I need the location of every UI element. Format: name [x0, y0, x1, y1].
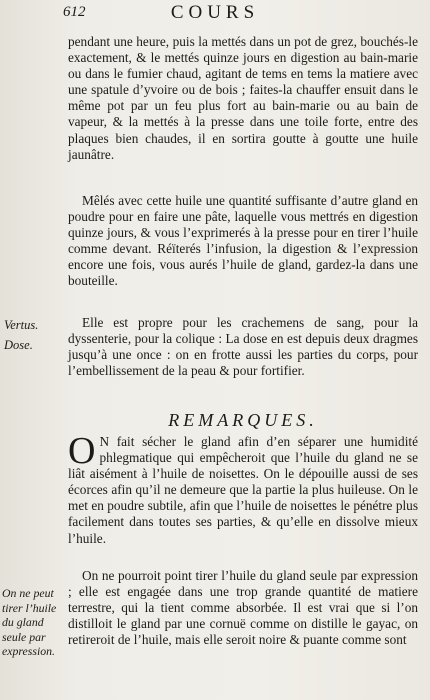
page-header — [0, 2, 430, 32]
drop-cap: O — [68, 430, 96, 472]
margin-note-expression: On ne peut tirer l’huile du gland seule par expression. — [2, 586, 57, 659]
paragraph-text: pendant une heure, puis la mettés dans un pot de grez, bouchés-le exactement, & le mettés quinze jours en digestion au bain-marie ou dans le fumier chaud, agitant de tems en tems la matiere avec une spatule d’yvoire ou de bois ; faites-la chauffer ensuit dans le même pot par un feu plus fort au bain-marie ou au bain de vapeur, & la mettés à la presse dans une toile forte, entre des plaques bien chaudes, il en sortira goutte à goutte une huile jaunâtre. — [68, 34, 418, 162]
page-number: 612 — [63, 4, 86, 20]
paragraph-text: N fait sécher le gland afin d’en séparer une humidité phlegmatique qui empêcheroit que l’huile du gland ne se liât aisément à l’huile de noisettes. On le dépouille aussi de ses écorces afin qu’il ne demeure que la partie la plus huileuse. On le met en poudre subtile, afin que l’huile de noisettes le pénétre plus facilement dans toutes ses parties, & qu’elle en dissolve mieux l’huile. — [68, 434, 418, 546]
paragraph-preparation — [68, 34, 418, 163]
paragraph-text: On ne pourroit point tirer l’huile du gland seule par expression ; elle est engagée dans une trop grande quantité de matiere terrestre, qui la tient comme absorbée. Il est vrai que si l’on distilloit le gland par une cornuë comme on distille le gayac, on retireroit de l’huile, mais elle seroit noire & puante comme sont — [68, 568, 418, 648]
paragraph-virtues — [68, 315, 418, 379]
paragraph-remarques — [68, 430, 418, 547]
margin-note-vertus: Vertus. — [4, 318, 39, 332]
paragraph-second-infusion — [68, 193, 418, 290]
section-title-remarques: REMARQUES. — [168, 410, 318, 430]
paragraph-expression — [68, 568, 418, 648]
running-head: COURS — [170, 2, 260, 23]
margin-note-dose: Dose. — [4, 338, 33, 352]
paragraph-text: Elle est propre pour les crachemens de sang, pour la dyssenterie, pour la colique : La dose en est depuis deux dragmes jusqu’à une once : on en frotte aussi les parties du corps, pour l’embellissement de la peau & pour fortifier. — [68, 315, 418, 379]
paragraph-text: Mêlés avec cette huile une quantité suffisante d’autre gland en poudre pour en faire une pâte, laquelle vous mettrés en digestion quinze jours, & vous l’exprimerés à la presse pour en tirer l’huile comme devant. Réïterés l’infusion, la digestion & l’expression encore une fois, vous aurés l’huile de gland, gardez-la dans une bouteille. — [68, 193, 418, 289]
